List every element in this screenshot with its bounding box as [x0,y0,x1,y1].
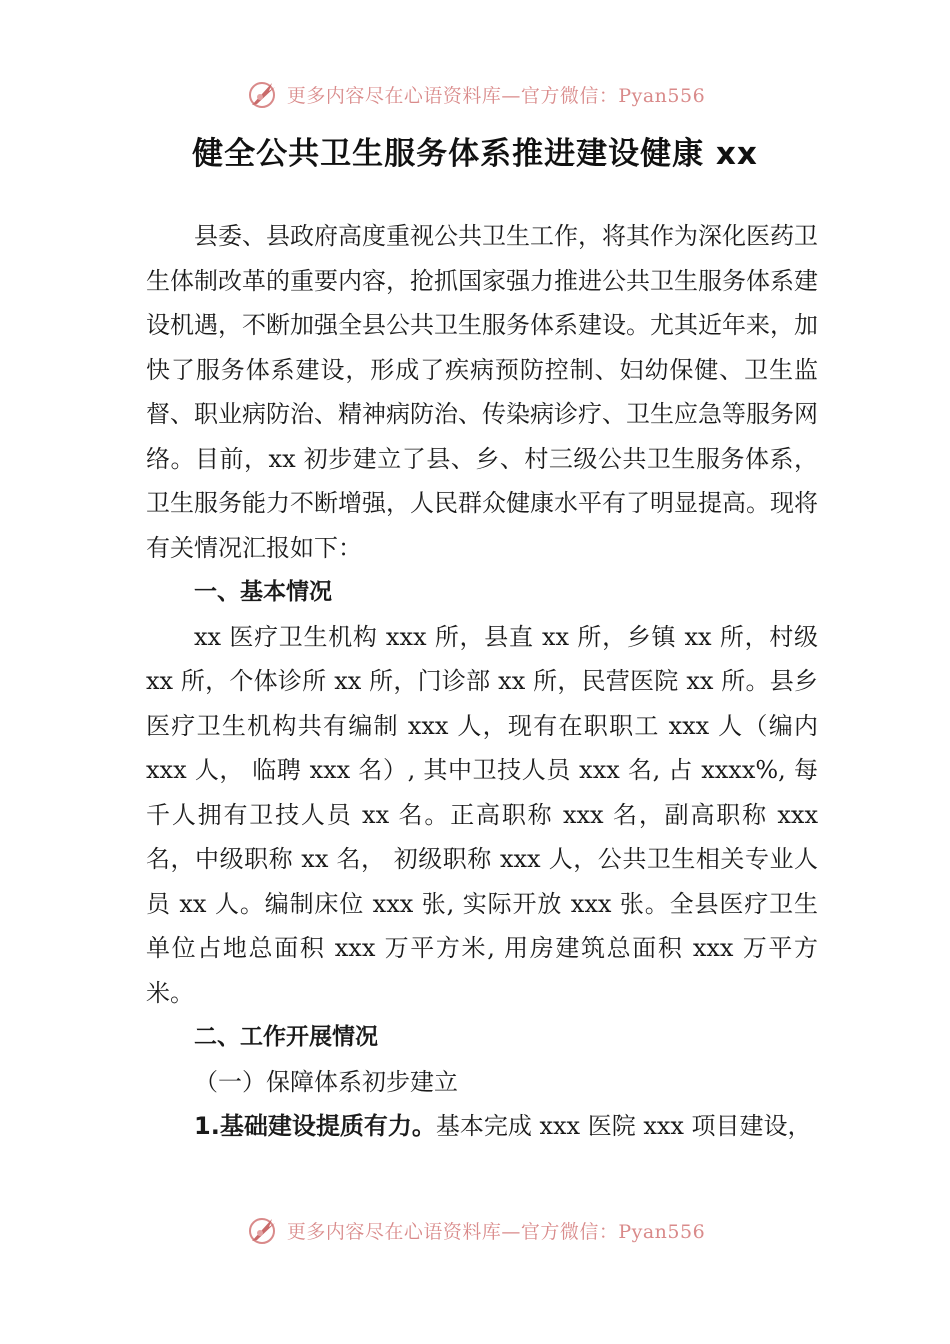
item-infrastructure-lead: 1.基础建设提质有力。 [194,1112,436,1140]
item-infrastructure-text: 基本完成 xxx 医院 xxx 项目建设， [435,1112,812,1140]
document-title: 健全公共卫生服务体系推进建设健康 xx [192,136,758,172]
subsection-heading-guarantee-system: （一）保障体系初步建立 [194,1067,458,1096]
basic-situation-paragraph: xx 医疗卫生机构 xxx 所，县直 xx 所，乡镇 xx 所，村级 xx 所，个体诊所 xx 所，门诊部 xx 所，民营医院 xx 所。县乡医疗卫生机构共有编制 xxx 人，现有在职职工 xxx 人（编内 xxx 人， 临聘 xxx 名）, 其中卫技人员 xxx 名, 占 xxxx%, 每千人拥有卫技人员 xx 名。正高职称 xxx 名，副高职称 xxx 名，中级职称 xx 名， 初级职称 xxx 人，公共卫生相关专业人员 xx 人。编制床位 xxx 张, 实际开放 xxx 张。全县医疗卫生单位占地总面积 xxx 万平方米, 用房建筑总面积 xxx 万平方米。 [146,622,818,1007]
item-infrastructure [146,1104,818,1149]
watermark-text: 更多内容尽在心语资料库—官方微信：Pyan556 [286,84,706,107]
watermark-banner-bottom [0,1210,950,1250]
quill-seal-icon [245,1213,279,1247]
document-body [146,214,818,1149]
watermark-text: 更多内容尽在心语资料库—官方微信：Pyan556 [286,1220,706,1243]
watermark-banner-top [0,74,950,114]
section-heading-basic-situation: 一、基本情况 [194,579,332,605]
intro-paragraph: 县委、县政府高度重视公共卫生工作，将其作为深化医药卫生体制改革的重要内容，抢抓国家强力推进公共卫生服务体系建设机遇，不断加强全县公共卫生服务体系建设。尤其近年来，加快了服务体系建设，形成了疾病预防控制、妇幼保健、卫生监督、职业病防治、精神病防治、传染病诊疗、卫生应急等服务网络。目前，xx 初步建立了县、乡、村三级公共卫生服务体系，卫生服务能力不断增强，人民群众健康水平有了明显提高。现将有关情况汇报如下： [146,222,818,562]
quill-seal-icon [245,77,279,111]
section-heading-work-progress: 二、工作开展情况 [194,1024,378,1050]
